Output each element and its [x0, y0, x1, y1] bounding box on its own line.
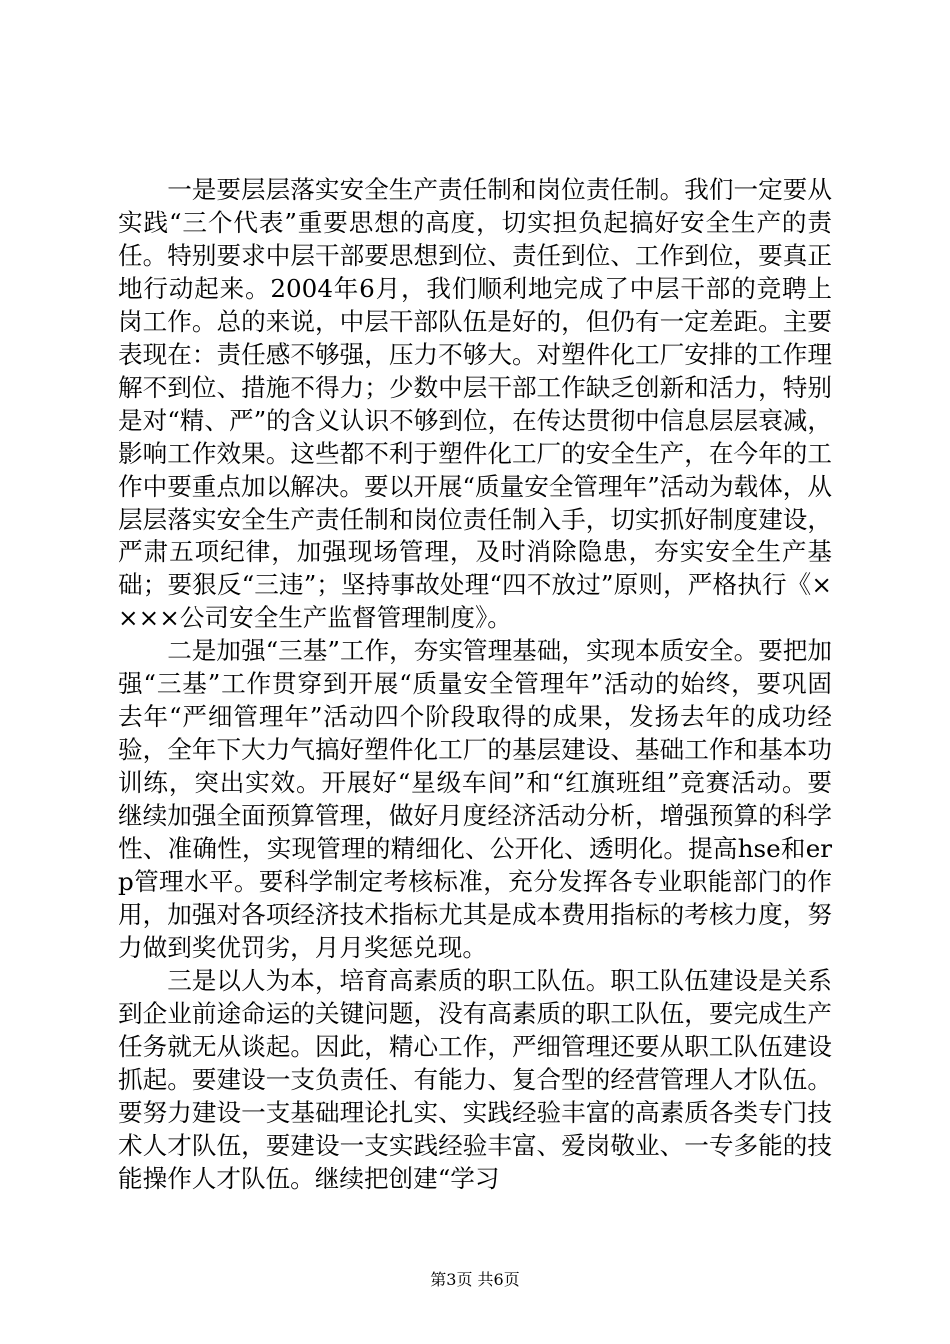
- body-text: [118, 174, 832, 1196]
- paragraph-2: 二是加强“三基”工作，夯实管理基础，实现本质安全。要把加强“三基”工作贯穿到开展“质量安全管理年”活动的始终，要巩固去年“严细管理年”活动四个阶段取得的成果，发扬去年的成功经验，全年下大力气搞好塑件化工厂的基层建设、基础工作和基本功训练，突出实效。开展好“星级车间”和“红旗班组”竞赛活动。要继续加强全面预算管理，做好月度经济活动分析，增强预算的科学性、准确性，实现管理的精细化、公开化、透明化。提高hse和erp管理水平。要科学制定考核标准，充分发挥各专业职能部门的作用，加强对各项经济技术指标尤其是成本费用指标的考核力度，努力做到奖优罚劣，月月奖惩兑现。: [118, 636, 832, 962]
- paragraph-1: 一是要层层落实安全生产责任制和岗位责任制。我们一定要从实践“三个代表”重要思想的高度，切实担负起搞好安全生产的责任。特别要求中层干部要思想到位、责任到位、工作到位，要真正地行动起来。2004年6月，我们顺利地完成了中层干部的竞聘上岗工作。总的来说，中层干部队伍是好的，但仍有一定差距。主要表现在：责任感不够强，压力不够大。对塑件化工厂安排的工作理解不到位、措施不得力；少数中层干部工作缺乏创新和活力，特别是对“精、严”的含义认识不够到位，在传达贯彻中信息层层衰减，影响工作效果。这些都不利于塑件化工厂的安全生产，在今年的工作中要重点加以解决。要以开展“质量安全管理年”活动为载体，从层层落实安全生产责任制和岗位责任制入手，切实抓好制度建设，严肃五项纪律，加强现场管理，及时消除隐患，夯实安全生产基础；要狠反“三违”；坚持事故处理“四不放过”原则，严格执行《××××公司安全生产监督管理制度》。: [118, 175, 832, 633]
- paragraph-3: 三是以人为本，培育高素质的职工队伍。职工队伍建设是关系到企业前途命运的关键问题，没有高素质的职工队伍，要完成生产任务就无从谈起。因此，精心工作，严细管理还要从职工队伍建设抓起。要建设一支负责任、有能力、复合型的经营管理人才队伍。要努力建设一支基础理论扎实、实践经验丰富的高素质各类专门技术人才队伍，要建设一支实践经验丰富、爱岗敬业、一专多能的技能操作人才队伍。继续把创建“学习: [118, 965, 832, 1193]
- page-footer: 第3页 共6页: [430, 1270, 520, 1289]
